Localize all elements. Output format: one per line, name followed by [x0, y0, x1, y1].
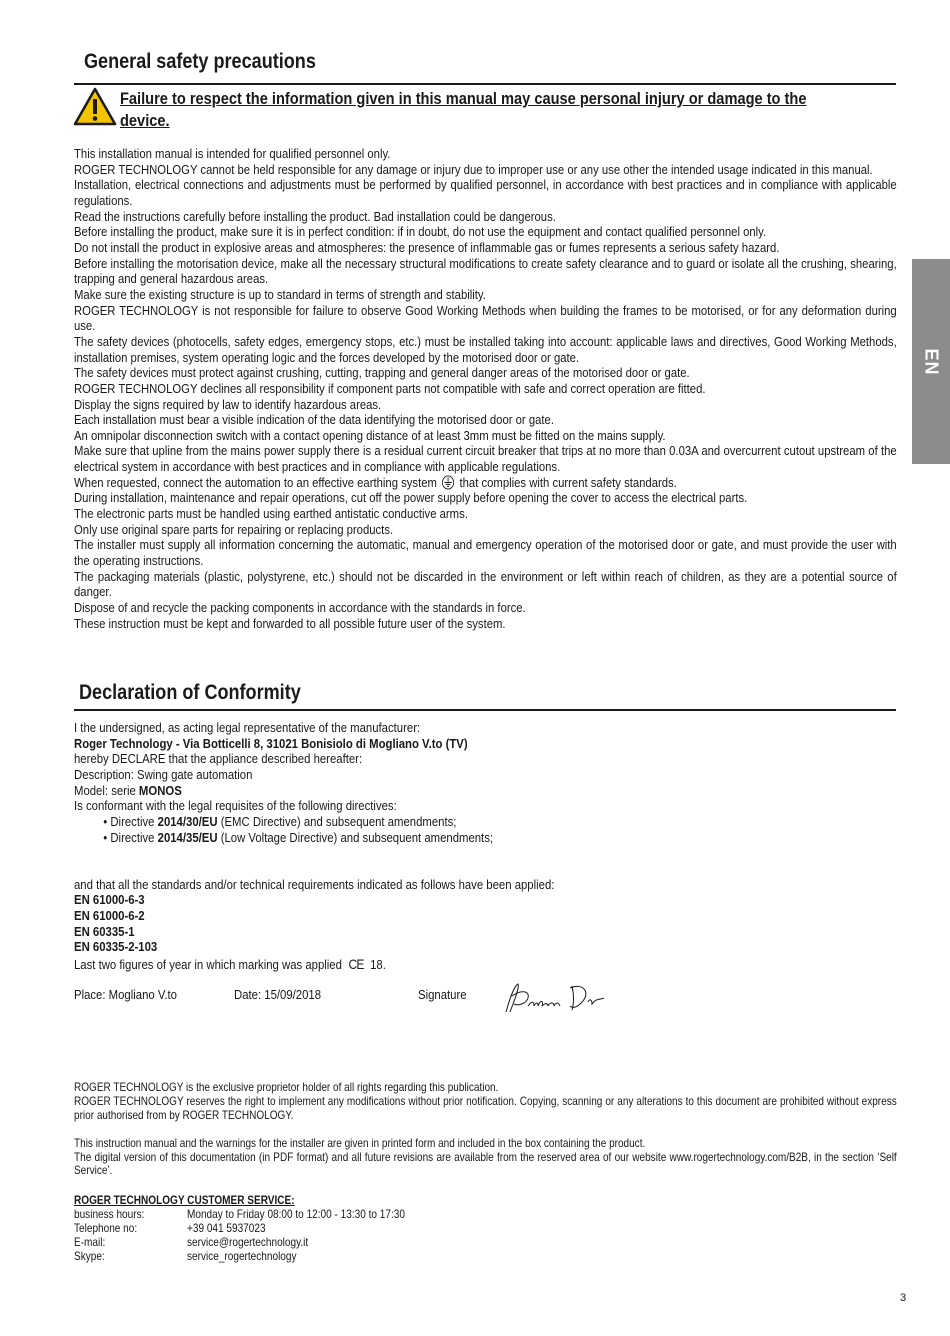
product-description: Description: Swing gate automation: [74, 766, 253, 782]
declaration-body: [74, 720, 554, 955]
footer-paragraph: This instruction manual and the warnings for the installer are given in printed form and included in the box containing the product.: [74, 1136, 646, 1150]
standard-item: EN 61000-6-2: [74, 907, 145, 923]
ce-mark-icon: CE: [348, 956, 364, 972]
earthing-paragraph: [74, 475, 897, 491]
directive-item: [74, 814, 554, 830]
manufacturer-address: Roger Technology - Via Botticelli 8, 31021 Bonisiolo di Mogliano V.to (TV): [74, 735, 468, 751]
earthing-text-after: that complies with current safety standards.: [459, 474, 677, 490]
cs-value: +39 041 5937023: [187, 1222, 266, 1235]
directive-prefix: • Directive: [103, 829, 158, 845]
cs-label: business hours:: [74, 1208, 145, 1221]
directive-suffix: (Low Voltage Directive) and subsequent amendments;: [217, 829, 494, 845]
safety-paragraph: An omnipolar disconnection switch with a contact opening distance of at least 3mm must be fitted on the mains supply.: [74, 427, 666, 443]
declaration-section-title: Declaration of Conformity: [79, 681, 301, 704]
safety-paragraph: ROGER TECHNOLOGY is not responsible for failure to observe Good Working Methods when building the frames to be motorised, or for any deformation during use.: [74, 302, 897, 334]
model-name: MONOS: [138, 782, 182, 798]
ce-marking-line: [74, 956, 386, 972]
directive-prefix: • Directive: [103, 813, 158, 829]
safety-paragraph: ROGER TECHNOLOGY declines all responsibility if component parts not compatible with safe and correct operation are fitted.: [74, 380, 706, 396]
footer-paragraph: ROGER TECHNOLOGY reserves the right to implement any modifications without prior notification. Copying, scanning or any alterations to this document are prohibited without express prior authorised from by ROGER TECHNOLOGY.: [74, 1094, 897, 1122]
cs-label: Telephone no:: [74, 1222, 138, 1235]
earthing-text-before: When requested, connect the automation to an effective earthing system: [74, 474, 437, 490]
standard-item: EN 61000-6-3: [74, 892, 145, 908]
safety-paragraph: Each installation must bear a visible indication of the data identifying the motorised door or gate.: [74, 412, 554, 428]
safety-paragraph: These instruction must be kept and forwarded to all possible future user of the system.: [74, 615, 506, 631]
safety-paragraph: Make sure that upline from the mains power supply there is a residual current circuit breaker that trips at no more than 0.03A and overcurrent cutout upstream of the electrical system in accordance with best practices and in compliance with applicable regulations.: [74, 443, 897, 475]
standards-intro: and that all the standards and/or technical requirements indicated as follows have been applied:: [74, 876, 555, 892]
safety-paragraph: Read the instructions carefully before installing the product. Bad installation could be dangerous.: [74, 208, 556, 224]
safety-paragraph: Before installing the product, make sure it is in perfect condition: if in doubt, do not use the equipment and contact qualified personnel only.: [74, 224, 767, 240]
warning-message: [120, 88, 950, 132]
cs-label: E-mail:: [74, 1236, 106, 1249]
marking-year: 18.: [370, 957, 386, 972]
safety-paragraph: Display the signs required by law to identify hazardous areas.: [74, 396, 382, 412]
directive-code: 2014/30/EU: [157, 813, 218, 829]
directive-suffix: (EMC Directive) and subsequent amendments;: [217, 813, 457, 829]
safety-instructions: [74, 146, 897, 631]
customer-service-title: ROGER TECHNOLOGY CUSTOMER SERVICE:: [74, 1194, 295, 1207]
safety-paragraph: This installation manual is intended for qualified personnel only.: [74, 146, 391, 161]
footer-notes: [74, 1081, 897, 1178]
safety-paragraph: The safety devices (photocells, safety edges, emergency stops, etc.) must be installed taking into account: applicable laws and directives, Good Working Methods, installation premises, system operating logic and the forces developed by the motorised door or gate.: [74, 333, 897, 365]
declaration-line: hereby DECLARE that the appliance described hereafter:: [74, 751, 363, 767]
footer-paragraph: The digital version of this documentation (in PDF format) and all future revisions are available from the reserved area of our website www.rogertechnology.com/B2B, in the section ‘Self Service’.: [74, 1150, 897, 1178]
safety-paragraph: Do not install the product in explosive areas and atmospheres: the presence of inflammable gas or fumes represents a serious safety hazard.: [74, 239, 780, 255]
cs-value: Monday to Friday 08:00 to 12:00 - 13:30 to 17:30: [187, 1208, 405, 1221]
safety-paragraph: The electronic parts must be handled using earthed antistatic conductive arms.: [74, 506, 468, 522]
safety-paragraph: Before installing the motorisation device, make all the necessary structural modifications to create safety clearance and to guard or isolate all the crushing, shearing, trapping and general hazardous areas.: [74, 255, 897, 287]
directives-intro: Is conformant with the legal requisites of the following directives:: [74, 798, 397, 814]
safety-paragraph: During installation, maintenance and repair operations, cut off the power supply before opening the cover to access the electrical parts.: [74, 490, 748, 506]
safety-paragraph: ROGER TECHNOLOGY cannot be held responsible for any damage or injury due to improper use or any use other the intended usage indicated in this manual.: [74, 161, 873, 177]
language-tab-label: EN: [921, 347, 942, 376]
cs-value: service@rogertechnology.it: [187, 1236, 309, 1249]
language-tab: [912, 259, 950, 464]
standard-item: EN 60335-2-103: [74, 939, 158, 955]
safety-paragraph: The safety devices must protect against crushing, cutting, trapping and general danger areas of the motorised door or gate.: [74, 365, 690, 381]
page-number: 3: [900, 1292, 907, 1304]
handwritten-signature: [500, 978, 610, 1018]
safety-paragraph: Only use original spare parts for repairing or replacing products.: [74, 521, 394, 537]
declaration-line: I the undersigned, as acting legal representative of the manufacturer:: [74, 720, 421, 735]
directive-code: 2014/35/EU: [157, 829, 218, 845]
warning-triangle-icon: [73, 87, 117, 127]
safety-title-rule: [74, 83, 896, 85]
model-prefix: Model: serie: [74, 782, 139, 798]
cs-value: service_rogertechnology: [187, 1250, 297, 1263]
cs-label: Skype:: [74, 1250, 105, 1263]
footer-paragraph: ROGER TECHNOLOGY is the exclusive proprietor holder of all rights regarding this publication.: [74, 1081, 499, 1094]
date: Date: 15/09/2018: [234, 987, 322, 1002]
place: Place: Mogliano V.to: [74, 987, 177, 1002]
earth-ground-icon: [442, 475, 455, 490]
safety-paragraph: Make sure the existing structure is up to standard in terms of strength and stability.: [74, 286, 486, 302]
product-model: [74, 783, 554, 799]
signature-label: Signature: [418, 987, 467, 1002]
warning-line-1: Failure to respect the information given in this manual may cause personal injury or damage to the: [120, 89, 807, 108]
safety-paragraph: The packaging materials (plastic, polystyrene, etc.) should not be discarded in the environment or left within reach of children, as they are a potential source of danger.: [74, 568, 897, 600]
safety-section-title: General safety precautions: [84, 50, 316, 73]
directive-item: [74, 830, 554, 846]
warning-line-2: device.: [120, 111, 170, 130]
safety-paragraph: Installation, electrical connections and adjustments must be performed by qualified personnel, in accordance with best practices and in compliance with applicable regulations.: [74, 177, 897, 208]
safety-paragraph: The installer must supply all information concerning the automatic, manual and emergency operation of the motorised door or gate, and must provide the user with the operating instructions.: [74, 537, 897, 569]
declaration-title-rule: [74, 709, 896, 711]
marking-text: Last two figures of year in which marking was applied: [74, 957, 342, 972]
safety-paragraph: Dispose of and recycle the packing components in accordance with the standards in force.: [74, 600, 526, 616]
standard-item: EN 60335-1: [74, 923, 135, 939]
